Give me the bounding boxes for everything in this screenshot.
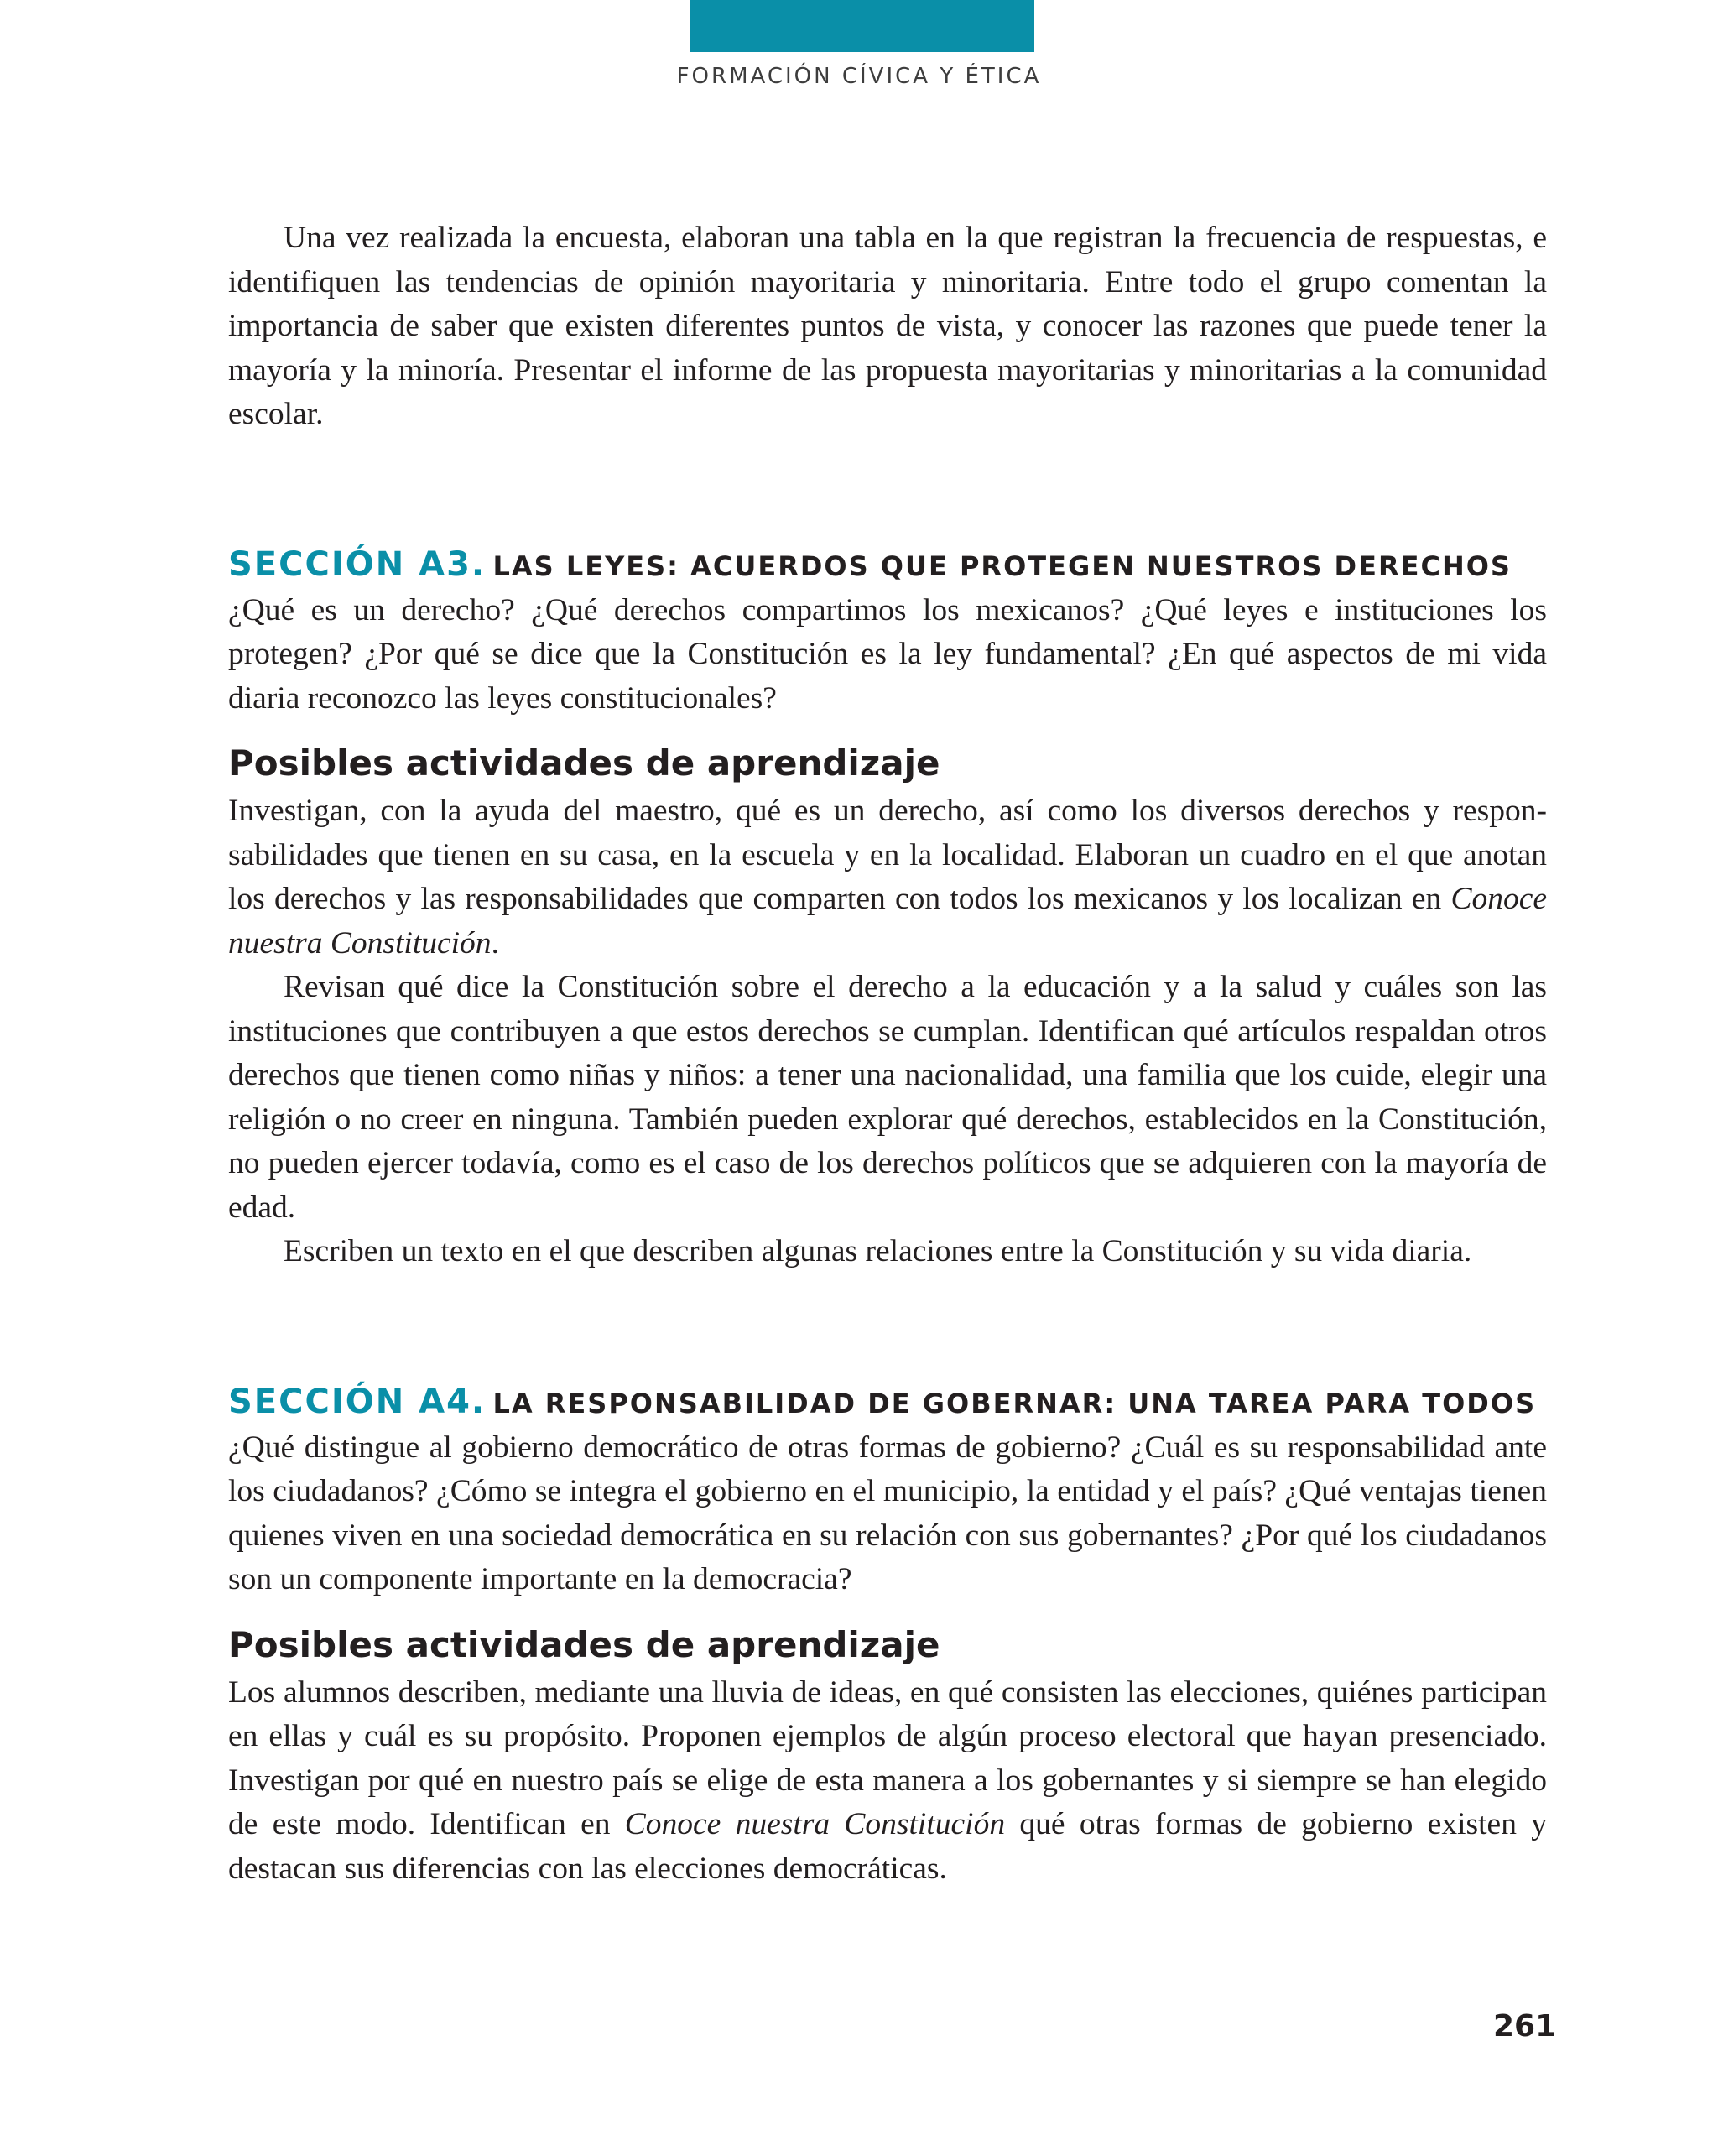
page-content — [228, 216, 1547, 1894]
intro-paragraph: Una vez realizada la encuesta, elaboran una tabla en la que registran la frecuencia de respuestas, e identifiquen las tendencias de opinión mayoritaria y minoritaria. Entre todo el grupo comentan la importancia de saber que existen diferentes puntos de vista, y conocer las razones que puede tener la mayoría y la minoría. Presentar el informe de las propuesta mayoritarias y minoritarias a la comunidad escolar. — [228, 221, 1547, 431]
section-a3-paragraph-3: Escriben un texto en el que describen algunas relaciones entre la Constitución y su vida diaria. — [284, 1234, 1472, 1268]
section-a3-number: SECCIÓN A3. — [228, 544, 487, 584]
section-a3-paragraph-1: Investigan, con la ayuda del maestro, qué es un derecho, así como los diversos derechos y responsabilidades que tienen en su casa, en la escuela y en la localidad. Elaboran un cuadro en el que anotan los derechos y las responsabilidades que comparten con todos los mexicanos y los localizan en Conoce nuestra Constitución. — [228, 794, 1547, 961]
section-a4-heading — [228, 1382, 1547, 1426]
section-a4-number: SECCIÓN A4. — [228, 1382, 487, 1421]
section-a4-paragraph-1: Los alumnos describen, mediante una lluvia de ideas, en qué consisten las elecciones, quiénes participan en ellas y cuál es su propósito. Proponen ejemplos de algún proceso electoral que hayan presenciado. Investigan por qué en nuestro país se elige de esta manera a los gobernantes y si siempre se han elegido de este modo. Identifican en Conoce nuestra Constitución qué otras formas de gobierno existen y destacan sus diferencias con las elecciones democráticas. — [228, 1674, 1547, 1886]
section-a3-questions: ¿Qué es un derecho? ¿Qué derechos compartimos los mexicanos? ¿Qué leyes e instituciones los protegen? ¿Por qué se dice que la Constitución es la ley fundamental? ¿En qué aspectos de mi vida diaria reconozco las leyes constitucionales? — [228, 592, 1547, 716]
constitution-title-italic: Conoce nuestra Constitución — [228, 882, 1547, 961]
section-a3-title: LAS LEYES: ACUERDOS QUE PROTEGEN NUESTROS DERECHOS — [492, 549, 1512, 582]
section-a4-title: LA RESPONSABILIDAD DE GOBERNAR: UNA TAREA PARA TODOS — [492, 1387, 1537, 1419]
section-a3-paragraph-2: Revisan qué dice la Constitución sobre el derecho a la educación y a la salud y cuáles son las instituciones que contribuyen a que estos derechos se cumplan. Identifican qué artículos respaldan otros derechos que tienen como niñas y niños: a tener una nacionalidad, una familia que los cuide, elegir una religión o no creer en ninguna. También pueden explorar qué derechos, establecidos en la Constitución, no pueden ejercer todavía, como es el caso de los derechos políticos que se adquieren con la mayoría de edad. — [228, 970, 1547, 1225]
running-title: FORMACIÓN CÍVICA Y ÉTICA — [676, 64, 1042, 89]
section-a4-activities-heading: Posibles actividades de aprendizaje — [228, 1623, 940, 1665]
page-number: 261 — [1493, 2009, 1557, 2044]
section-a3-heading — [228, 544, 1547, 589]
constitution-title-italic: Conoce nuestra Constitución — [624, 1807, 1006, 1841]
section-a4-questions: ¿Qué distingue al gobierno democrático de otras formas de gobierno? ¿Cuál es su responsabilidad ante los ciudadanos? ¿Cómo se integra el gobierno en el municipio, la entidad y el país? ¿Qué ventajas tienen quienes viven en una sociedad democrática en su relación con sus gobernantes? ¿Por qué los ciudadanos son un componente importante en la democracia? — [228, 1430, 1547, 1596]
header-color-tab — [690, 0, 1034, 52]
section-a3-activities-heading: Posibles actividades de aprendizaje — [228, 742, 940, 784]
